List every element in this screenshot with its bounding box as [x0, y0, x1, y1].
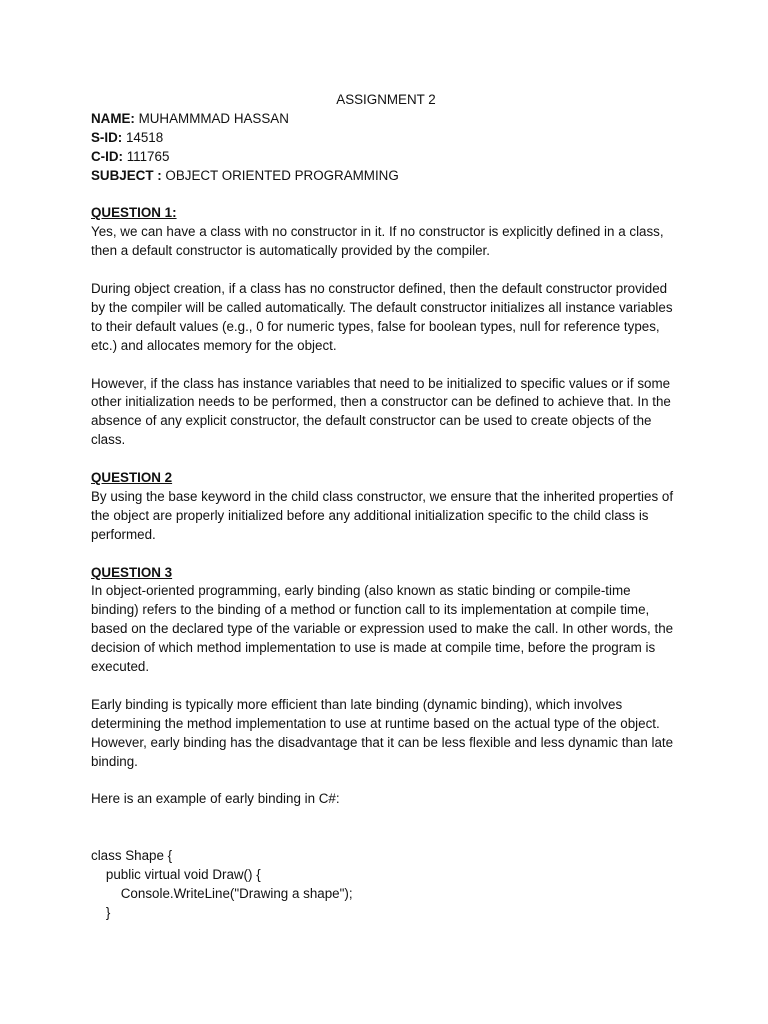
code-line-4: }	[91, 904, 111, 920]
cid-value: 111765	[122, 148, 170, 164]
subject-value: OBJECT ORIENTED PROGRAMMING	[161, 167, 399, 183]
question-1-paragraph-2: During object creation, if a class has no constructor defined, then the default constructor provided by the compiler will be called automatically. The default constructor initializes all instance variables to their default values (e.g., 0 for numeric types, false for boolean types, null for reference types, etc.) and allocates memory for the object.	[91, 281, 673, 353]
name-line	[91, 110, 681, 129]
code-line-1: class Shape {	[91, 848, 173, 864]
cid-label: C-ID:	[91, 148, 123, 164]
question-1-paragraph-3: However, if the class has instance variables that need to be initialized to specific values or if some other initialization needs to be performed, then a constructor can be defined to achieve that. In the absence of any explicit constructor, the default constructor can be used to create objects of the class.	[91, 375, 671, 448]
cid-line	[91, 148, 681, 167]
question-3-paragraph-3: Here is an example of early binding in C#:	[91, 791, 340, 807]
name-label: NAME:	[91, 110, 135, 126]
question-2-paragraph-1: By using the base keyword in the child class constructor, we ensure that the inherited properties of the object are properly initialized before any additional initialization specific to the child class is performed.	[91, 488, 674, 542]
code-line-2: public virtual void Draw() {	[91, 867, 261, 883]
code-line-3: Console.WriteLine("Drawing a shape");	[91, 885, 353, 901]
document-title: ASSIGNMENT 2	[336, 92, 436, 107]
question-3-heading: QUESTION 3	[91, 564, 173, 580]
sid-label: S-ID:	[91, 129, 123, 145]
question-3-paragraph-2: Early binding is typically more efficient than late binding (dynamic binding), which involves determining the method implementation to use at runtime based on the actual type of the object. However, early binding has the disadvantage that it can be less flexible and less dynamic than late binding.	[91, 696, 674, 769]
subject-label: SUBJECT :	[91, 167, 162, 183]
question-1-paragraph-1: Yes, we can have a class with no constructor in it. If no constructor is explicitly defined in a class, then a default constructor is automatically provided by the compiler.	[91, 224, 664, 259]
question-1-heading: QUESTION 1:	[91, 205, 177, 221]
subject-line	[91, 167, 681, 186]
question-3-paragraph-1: In object-oriented programming, early binding (also known as static binding or compile-time binding) refers to the binding of a method or function call to its implementation at compile time, based on the declared type of the variable or expression used to make the call. In other words, the decision of which method implementation to use is made at compile time, before the program is executed.	[91, 583, 674, 675]
name-value: MUHAMMMAD HASSAN	[134, 110, 289, 126]
document-content	[91, 91, 681, 923]
sid-line	[91, 129, 681, 148]
sid-value: 14518	[122, 129, 164, 145]
question-2-heading: QUESTION 2	[91, 470, 173, 486]
